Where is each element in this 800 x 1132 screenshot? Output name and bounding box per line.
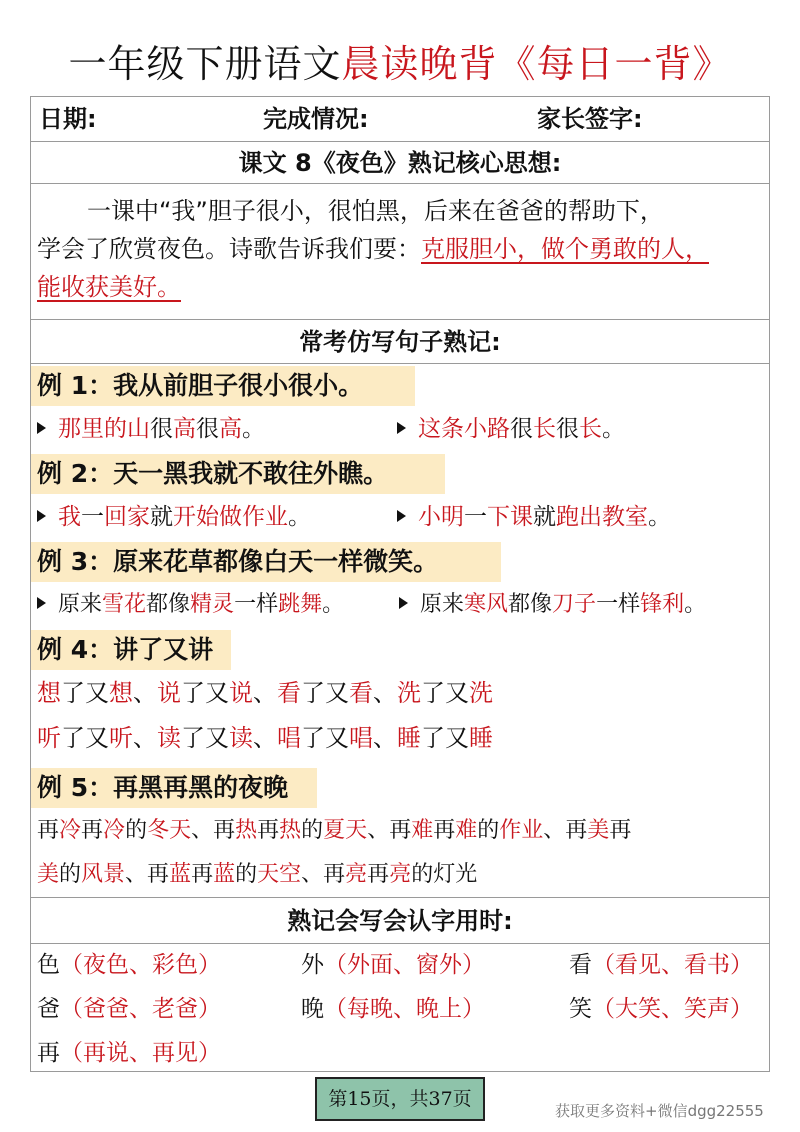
word-group: 色（夜色、彩色） <box>37 952 221 978</box>
example-4-label: 例 4：讲了又讲 <box>31 630 231 670</box>
imitation-header: 常考仿写句子熟记: <box>31 319 769 363</box>
example-2-sentence-a: 我一回家就开始做作业。 <box>37 500 311 534</box>
lesson-summary <box>31 183 769 319</box>
bullet-icon <box>37 597 46 609</box>
word-group: 晚（每晚、晚上） <box>301 996 485 1022</box>
example-5-label: 例 5：再黑再黑的夜晚 <box>31 768 317 808</box>
bullet-icon <box>37 510 46 522</box>
example-2-sentence-b: 小明一下课就跑出教室。 <box>397 500 671 534</box>
page-title: 一年级下册语文晨读晚背《每日一背》 <box>68 42 732 86</box>
word-group: 外（外面、窗外） <box>301 952 485 978</box>
word-group: 看（看见、看书） <box>569 952 753 978</box>
words-section <box>31 943 769 1071</box>
example-3-sentence-a: 原来雪花都像精灵一样跳舞。 <box>37 588 344 622</box>
info-row <box>31 97 769 141</box>
words-header: 熟记会写会认字用时: <box>31 897 769 943</box>
worksheet-frame <box>30 96 770 1072</box>
summary-line-3: 能收获美好。 <box>37 273 181 301</box>
example-3-label: 例 3：原来花草都像白天一样微笑。 <box>31 542 501 582</box>
example-3-sentence-b: 原来寒风都像刀子一样锋利。 <box>399 588 706 622</box>
bullet-icon <box>37 422 46 434</box>
imitation-section <box>31 363 769 897</box>
completion-label: 完成情况: <box>263 105 369 133</box>
page-number-badge: 第15页，共37页 <box>315 1077 485 1121</box>
summary-key-point: 克服胆小，做个勇敢的人， <box>421 235 709 263</box>
parent-sign-label: 家长签字: <box>537 105 643 133</box>
example-2-label: 例 2：天一黑我就不敢往外瞧。 <box>31 454 445 494</box>
word-group: 再（再说、再见） <box>37 1040 221 1066</box>
example-1-label: 例 1：我从前胆子很小很小。 <box>31 366 415 406</box>
bullet-icon <box>397 422 406 434</box>
example-5-line-2: 美的风景、再蓝再蓝的天空、再亮再亮的灯光 <box>37 862 478 887</box>
watermark: 获取更多资料+微信dgg22555 <box>555 1102 764 1120</box>
example-1-sentence-b: 这条小路很长很长。 <box>397 412 625 446</box>
example-1-sentence-a: 那里的山很高很高。 <box>37 412 265 446</box>
summary-line-2: 学会了欣赏夜色。诗歌告诉我们要：克服胆小，做个勇敢的人， <box>37 235 709 263</box>
example-5-line-1: 再冷再冷的冬天、再热再热的夏天、再难再难的作业、再美再 <box>37 818 632 843</box>
date-label: 日期: <box>39 105 97 133</box>
bullet-icon <box>399 597 408 609</box>
summary-line-1: 一课中“我”胆子很小，很怕黑，后来在爸爸的帮助下， <box>87 197 664 225</box>
example-4-line-1: 想了又想、说了又说、看了又看、洗了又洗 <box>37 679 493 707</box>
lesson-header: 课文 8《夜色》熟记核心思想: <box>31 141 769 183</box>
bullet-icon <box>397 510 406 522</box>
word-group: 笑（大笑、笑声） <box>569 996 753 1022</box>
example-4-line-2: 听了又听、读了又读、唱了又唱、睡了又睡 <box>37 724 493 752</box>
word-group: 爸（爸爸、老爸） <box>37 996 221 1022</box>
